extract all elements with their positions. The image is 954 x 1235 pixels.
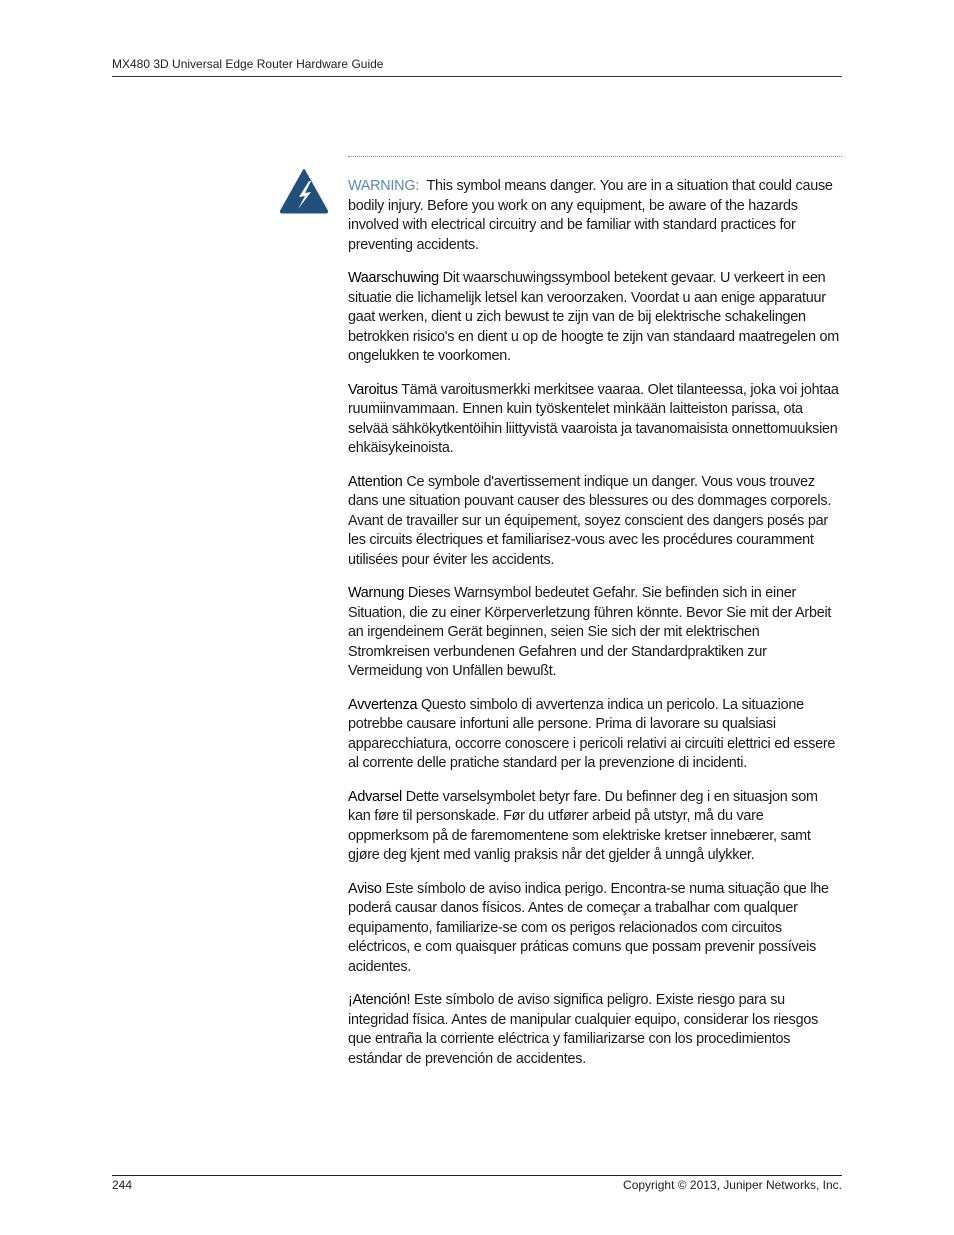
translation-label: ¡Atención!: [348, 992, 411, 1009]
translation-label: Waarschuwing: [348, 269, 439, 286]
warning-paragraph-no: [348, 788, 842, 866]
warning-text: This symbol means danger. You are in a situation that could cause bodily injury. Before you work on any equipment, be aware of the hazards involved with electrical circuitry and be familiar with standard practices for preventing accidents.: [348, 178, 833, 253]
warning-body: [348, 177, 842, 1083]
translation-text: Dit waarschuwingssymbool betekent gevaar. U verkeert in een situatie die lichamelijk letsel kan veroorzaken. Voordat u aan enige apparatuur gaat werken, dient u zich bewust te zijn van de bij elektrische schakelingen betrokken risico's en dient u op de hoogte te zijn van standaard maatregelen om ongelukken te voorkomen.: [348, 269, 839, 365]
translation-text: Dette varselsymbolet betyr fare. Du befinner deg i en situasjon som kan føre til personskade. Før du utfører arbeid på utstyr, må du vare oppmerksom på de faremomentene som elektriske kretser innebærer, samt gjøre deg kjent med vanlig praksis når det gjelder å unngå ulykker.: [348, 788, 818, 864]
running-header: MX480 3D Universal Edge Router Hardware Guide: [112, 57, 384, 71]
translation-label: Aviso: [348, 880, 382, 897]
translation-text: Ce symbole d'avertissement indique un danger. Vous vous trouvez dans une situation pouvant causer des blessures ou des dommages corporels. Avant de travailler sur un équipement, soyez conscient des dangers posés par les circuits électriques et familiarisez-vous avec les procédures couramment utilisées pour éviter les accidents.: [348, 473, 832, 568]
warning-paragraph-nl: [348, 269, 842, 367]
translation-label: Varoitus: [348, 381, 398, 398]
warning-paragraph-de: [348, 584, 842, 682]
warning-paragraph-fi: [348, 381, 842, 459]
page-number: 244: [112, 1178, 133, 1192]
translation-text: Este símbolo de aviso significa peligro. Existe riesgo para su integridad física. Antes de manipular cualquier equipo, considerar los riesgos que entraña la corriente eléctrica y familiarizarse con los procedimientos estándar de prevención de accidentes.: [348, 992, 819, 1067]
header-rule: [112, 76, 842, 77]
translation-text: Dieses Warnsymbol bedeutet Gefahr. Sie befinden sich in einer Situation, die zu einer Körperverletzung führen könnte. Bevor Sie mit der Arbeit an irgendeinem Gerät beginnen, seien Sie sich der mit elektrischen Stromkreisen verbundenen Gefahren und der Standardpraktiken zur Vermeidung von Unfällen bewußt.: [348, 585, 832, 680]
footer-rule: [112, 1175, 842, 1176]
translation-label: Warnung: [348, 585, 405, 602]
translation-label: Avvertenza: [348, 696, 418, 713]
warning-paragraph-pt: [348, 880, 842, 978]
warning-paragraph-es: [348, 991, 842, 1069]
electrical-hazard-icon: [279, 168, 329, 214]
translation-text: Tämä varoitusmerkki merkitsee vaaraa. Olet tilanteessa, joka voi johtaa ruumiinvammaan. Ennen kuin työskentelet minkään laitteiston parissa, ota selvää sähkökytkentöihin liittyvistä vaaroista ja tavanomaisista onnettomuuksien ehkäisykeinoista.: [348, 381, 839, 457]
warning-label: WARNING:: [348, 178, 420, 194]
electrical-hazard-icon-graphic: [279, 168, 329, 214]
warning-paragraph-it: [348, 696, 842, 774]
copyright-notice: Copyright © 2013, Juniper Networks, Inc.: [623, 1178, 842, 1192]
translation-label: Attention: [348, 473, 403, 490]
warning-paragraph-fr: [348, 473, 842, 571]
dotted-separator: [348, 156, 842, 157]
translation-text: Este símbolo de aviso indica perigo. Encontra-se numa situação que lhe poderá causar danos físicos. Antes de começar a trabalhar com qualquer equipamento, familiarize-se com os perigos relacionados com circuitos eléctricos, e com quaisquer práticas comuns que possam prevenir possíveis acidentes.: [348, 880, 829, 975]
warning-paragraph-en: [348, 177, 842, 255]
translation-text: Questo simbolo di avvertenza indica un pericolo. La situazione potrebbe causare infortuni alle persone. Prima di lavorare su qualsiasi apparecchiatura, occorre conoscere i pericoli relativi ai circuiti elettrici ed essere al corrente delle pratiche standard per la prevenzione di incidenti.: [348, 696, 836, 772]
translation-label: Advarsel: [348, 788, 402, 805]
